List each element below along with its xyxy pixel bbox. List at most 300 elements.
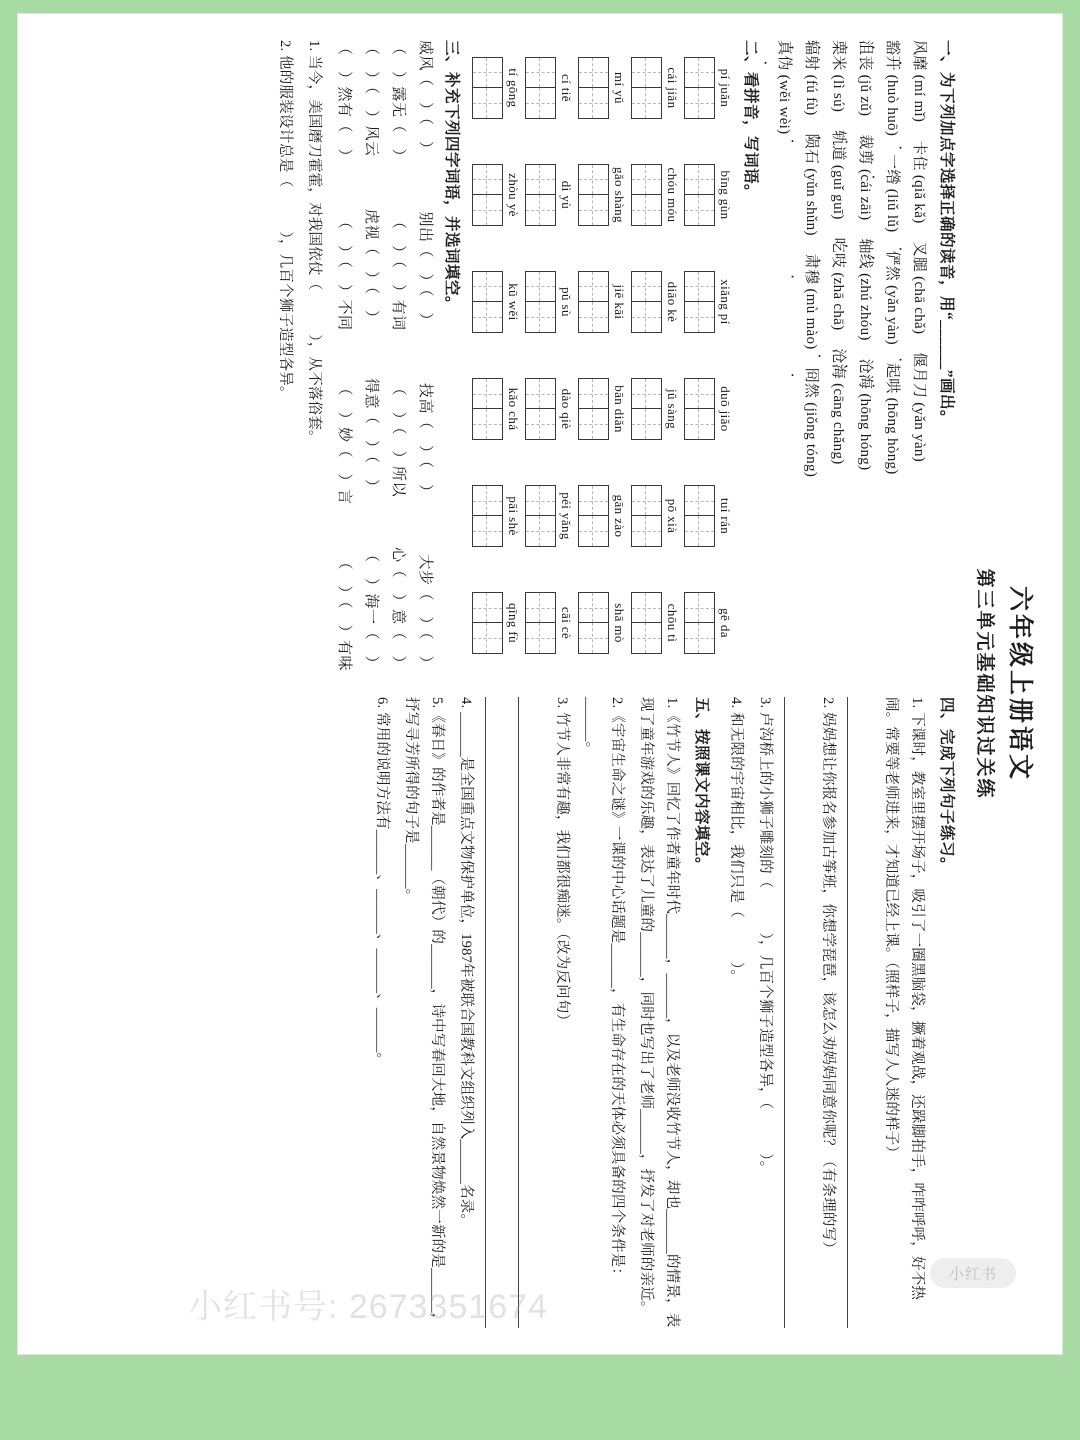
tianzige-boxes[interactable] [578,468,609,564]
pinyin-word-group [684,40,733,136]
tianzige-boxes[interactable] [578,361,609,457]
tianzige-cell[interactable] [472,623,503,654]
idiom-blank-item[interactable]: 技高（ ）（ ） [417,382,433,500]
pinyin-word-group [472,575,521,671]
tianzige-cell[interactable] [525,164,556,195]
tianzige-cell[interactable] [472,195,503,226]
tianzige-boxes[interactable] [472,575,503,671]
tianzige-cell[interactable] [525,195,556,226]
tianzige-cell[interactable] [631,378,662,409]
idiom-blank-item[interactable]: 心（ ）意（ ） [390,546,406,671]
idiom-blank-item[interactable]: （ ）（ ）有味 [336,554,352,671]
tianzige-cell[interactable] [631,592,662,623]
tianzige-boxes[interactable] [525,575,556,671]
tianzige-cell[interactable] [525,378,556,409]
tianzige-cell[interactable] [631,623,662,654]
page-subtitle: 第三单元基础知识过关练 [974,568,995,800]
two-column-layout [36,40,965,1328]
pinyin-word-group [578,575,627,671]
pinyin-label: bān diǎn [612,385,627,433]
char: 海 [857,373,873,390]
tianzige-boxes[interactable] [578,575,609,671]
tianzige-cell[interactable] [684,378,715,409]
pinyin-options[interactable]: (mí mǐ) [911,70,927,123]
pinyin-options[interactable]: (guǐ guī) [830,160,846,220]
tianzige-cell[interactable] [631,271,662,302]
pinyin-options[interactable]: (lì sú) [830,70,846,113]
tianzige-boxes[interactable] [525,40,556,136]
tianzige-cell[interactable] [525,516,556,547]
tianzige-cell[interactable] [684,88,715,119]
pinyin-word-group [578,40,627,136]
tianzige-boxes[interactable] [684,361,715,457]
pronunciation-item[interactable] [776,40,792,134]
tianzige-cell[interactable] [631,302,662,333]
dot-marked-char: 俨 [884,250,900,266]
pinyin-options[interactable]: (zhú zhóu) [857,269,873,341]
tianzige-cell[interactable] [578,623,609,654]
tianzige-cell[interactable] [684,164,715,195]
tianzige-boxes[interactable] [631,468,662,564]
pinyin-label: jiē kāi [612,284,627,320]
pinyin-word-group [631,575,680,671]
rotated-page-content [18,14,1062,1354]
tianzige-boxes[interactable] [472,147,503,243]
pronunciation-item[interactable] [911,40,927,122]
tianzige-cell[interactable] [578,271,609,302]
pinyin-word-group [525,468,574,564]
idiom-row [330,40,357,671]
dot-marked-char: 沧 [830,348,846,364]
pinyin-word-group [525,361,574,457]
pinyin-word-group [578,468,627,564]
dot-marked-char: 吱 [830,252,846,269]
pinyin-options[interactable]: (cāng chǎng) [830,379,846,465]
pronunciation-item[interactable] [884,250,900,344]
tianzige-boxes[interactable] [684,254,715,350]
char: 射 [803,55,819,71]
tianzige-cell[interactable] [472,302,503,333]
tianzige-cell[interactable] [631,164,662,195]
tianzige-cell[interactable] [578,378,609,409]
recall-exercise-item[interactable]: 6. 常用的说明方法有______、______、______、______。 [374,697,390,1068]
tianzige-cell[interactable] [631,195,662,226]
document-body [36,40,1040,1328]
section-3-idioms [330,40,438,671]
idiom-blank-item[interactable]: 大步（ ）（ ） [417,554,433,671]
pinyin-label: xiǎng pí [718,279,733,325]
pinyin-word-group [578,361,627,457]
pronunciation-item[interactable] [911,352,927,462]
tianzige-boxes[interactable] [472,254,503,350]
pinyin-options[interactable]: (mù mào) [803,284,819,350]
pinyin-label: tuí rán [718,497,733,535]
recall-exercise-item[interactable]: 1.《竹节人》回忆了作者童年时代______，______，以及老师没收竹节人，却也______的情景，表现了童年游戏的乐趣，表达了儿童的______，同时也写出了老师______，抒发了对老师的亲近。 [638,697,680,1328]
pronunciation-item[interactable] [803,134,819,236]
pinyin-word-group [578,254,627,350]
tianzige-boxes[interactable] [525,254,556,350]
pinyin-label: péi yǎng [559,492,574,540]
pinyin-label: dì yù [559,180,574,210]
tianzige-boxes[interactable] [525,468,556,564]
pinyin-options[interactable]: (yǎn yàn) [911,398,927,462]
tianzige-cell[interactable] [525,485,556,516]
tianzige-cell[interactable] [578,195,609,226]
tianzige-boxes[interactable] [631,147,662,243]
fill-in-item[interactable]: 1. 当今，美国磨刀霍霍，对我国依仗（ ），从不落俗套。 [306,40,322,445]
sentence-exercise-item[interactable]: 1. 下课时，教室里摆开场子，吸引了一圈黑脑袋，撅着观战，还跺脚拍手，咋咋呼呼，好不热闹。常要等老师进来，才知道已经上课。（照样子，描写人人迷的样子） [883,697,925,1301]
pinyin-options[interactable]: (huò huō) [884,70,900,137]
tianzige-cell[interactable] [472,409,503,440]
tianzige-cell[interactable] [578,485,609,516]
pronunciation-item[interactable] [830,40,846,112]
char: 然 [884,265,900,282]
idiom-blank-item[interactable]: （ ）海一（ ） [363,546,379,671]
dot-marked-char: 裁 [857,134,873,150]
tianzige-cell[interactable] [684,485,715,516]
pinyin-word-group [472,147,521,243]
pronunciation-item-row [771,40,796,671]
pinyin-label: gǎo shàng [612,166,627,223]
char: 丧 [857,55,873,71]
idiom-blank-item[interactable]: （ ）（ ）有词 [390,213,406,331]
idiom-blank-item[interactable]: 虎视（ ）（ ） [363,208,379,326]
pinyin-word-row [472,40,521,671]
pronunciation-item[interactable] [857,40,873,116]
idiom-row [384,40,411,671]
dot-marked-char: 沧 [857,358,873,374]
tianzige-cell[interactable] [631,88,662,119]
pronunciation-item-row [906,40,931,671]
pinyin-label: pō xià [665,498,680,534]
pronunciation-item[interactable] [803,40,819,116]
dot-marked-char: 穆 [803,269,819,285]
idiom-blank-item[interactable]: （ ）（ ）所以 [390,380,406,497]
char: 住 [911,155,927,171]
idiom-blank-item[interactable]: （ ）（ ）不同 [336,213,352,331]
dot-marked-char: 偃 [911,352,927,368]
tianzige-cell[interactable] [472,516,503,547]
tianzige-boxes[interactable] [525,361,556,457]
tianzige-cell[interactable] [684,516,715,547]
pinyin-word-group [631,361,680,457]
pinyin-label: kǎo chá [506,387,521,431]
pinyin-label: mí yǔ [612,71,627,104]
worksheet-paper [18,14,1062,1354]
tianzige-cell[interactable] [631,57,662,88]
pinyin-options[interactable]: (chā chǎ) [911,272,927,335]
pinyin-word-group [631,147,680,243]
idiom-blank-item[interactable]: （ ）妙（ ）言 [336,380,352,505]
tianzige-cell[interactable] [684,302,715,333]
pronunciation-item-row [879,40,904,671]
pinyin-label: chōu tì [665,603,680,643]
tianzige-boxes[interactable] [684,468,715,564]
pronunciation-item[interactable] [803,368,819,478]
dot-marked-char: 豁 [884,40,900,56]
pronunciation-item[interactable] [830,238,846,331]
tianzige-cell[interactable] [578,57,609,88]
char: 真 [776,40,792,56]
tianzige-boxes[interactable] [631,575,662,671]
pinyin-label: qīng fù [506,603,521,644]
pinyin-options[interactable]: (fú fù) [803,70,819,116]
tianzige-cell[interactable] [684,409,715,440]
char: 肃 [803,253,819,270]
tianzige-cell[interactable] [525,57,556,88]
dot-marked-char: 冏 [803,367,819,383]
tianzige-boxes[interactable] [578,254,609,350]
pinyin-options[interactable]: (jǔ zǔ) [857,70,873,117]
answer-line[interactable] [847,697,874,1328]
pinyin-word-group [631,468,680,564]
pinyin-label: cāi cè [559,606,574,640]
watermark-text: 小红书号: 2673351674 [188,1288,548,1326]
pinyin-word-group [472,254,521,350]
dot-marked-char: 伪 [776,55,792,71]
tianzige-cell[interactable] [578,409,609,440]
tianzige-cell[interactable] [472,485,503,516]
recall-exercise-item[interactable]: 4. ______是全国重点文物保护单位，1987年被联合国教科文组织列入______名录。 [458,697,474,1229]
recall-exercise-item[interactable]: 3. 竹节人非常有趣，我们都很痴迷。（改为反问句） [554,697,570,1029]
tianzige-cell[interactable] [684,271,715,302]
pinyin-label: jǔ sàng [665,389,680,429]
pronunciation-item[interactable] [884,40,900,136]
answer-line[interactable] [518,697,545,1328]
tianzige-cell[interactable] [631,516,662,547]
tianzige-boxes[interactable] [684,40,715,136]
pinyin-label: bīng gùn [718,170,733,220]
pinyin-word-group [684,254,733,350]
pinyin-word-row [684,40,733,671]
tianzige-cell[interactable] [684,195,715,226]
pinyin-options[interactable]: (hōng hòng) [884,393,900,475]
section-3-fill-items [269,40,330,671]
tianzige-cell[interactable] [631,409,662,440]
pinyin-label: cái jiǎn [665,67,680,109]
idiom-blank-item[interactable]: 威风（ ）（ ） [417,40,433,157]
pinyin-label: shā mò [612,603,627,643]
pinyin-label: duō jiǎo [718,386,733,432]
tianzige-cell[interactable] [525,302,556,333]
pinyin-word-group [472,361,521,457]
dot-marked-char: 靡 [911,55,927,71]
char: 海 [830,363,846,380]
pronunciation-item[interactable] [884,363,900,475]
pinyin-word-group [525,254,574,350]
char: 刀 [911,382,927,399]
tianzige-cell[interactable] [472,271,503,302]
pronunciation-item-row [852,40,877,671]
answer-line[interactable] [784,697,811,1328]
dot-marked-char: 沮 [857,40,873,56]
dot-marked-char: 哄 [884,378,900,394]
tianzige-boxes[interactable] [472,361,503,457]
char: 吃 [830,237,846,253]
pinyin-label: pí juǎn [718,68,733,108]
tianzige-cell[interactable] [472,592,503,623]
pinyin-label: pāi shè [506,496,521,536]
section-2-pinyin-grid [470,40,737,671]
idiom-blank-item[interactable]: 别出（ ）（ ） [417,211,433,328]
pinyin-word-group [684,468,733,564]
idiom-blank-item[interactable]: 得意（ ）（ ） [363,377,379,495]
tianzige-boxes[interactable] [472,40,503,136]
sentence-exercise-item[interactable]: 2. 妈妈想让你报名参加古筝班，你想学琵琶，该怎么劝妈妈同意你呢？（有条理的写） [820,697,836,1256]
tianzige-boxes[interactable] [684,147,715,243]
char: 石 [803,148,819,165]
tianzige-boxes[interactable] [631,40,662,136]
pinyin-word-row [631,40,680,671]
tianzige-cell[interactable] [578,592,609,623]
answer-line[interactable] [485,697,512,1328]
pronunciation-item[interactable] [857,238,873,340]
tianzige-cell[interactable] [525,88,556,119]
dot-marked-char: 叉 [911,241,927,257]
pinyin-options[interactable]: (liǔ lǔ) [884,184,900,233]
pronunciation-item[interactable] [884,154,900,232]
pinyin-label: cí tiě [559,73,574,102]
pronunciation-item-row [825,40,850,671]
column-right [36,697,965,1328]
tianzige-boxes[interactable] [631,254,662,350]
pinyin-label: zhòu yè [506,173,521,217]
tianzige-boxes[interactable] [472,468,503,564]
column-left [36,40,965,671]
dot-marked-char: 绺 [884,169,900,185]
pinyin-label: gān zào [612,494,627,538]
tianzige-cell[interactable] [525,271,556,302]
section-5-items [366,697,688,1328]
tianzige-boxes[interactable] [525,147,556,243]
pinyin-options[interactable]: (wěi wèi) [776,70,792,135]
idiom-row [411,40,438,671]
char: 风 [911,40,927,56]
pinyin-options[interactable]: (cái zāi) [857,164,873,221]
tianzige-cell[interactable] [472,164,503,195]
tianzige-cell[interactable] [578,88,609,119]
pinyin-word-group [525,40,574,136]
pinyin-label: tí gōng [506,68,521,108]
dot-marked-char: 轴 [857,238,873,254]
tianzige-cell[interactable] [472,378,503,409]
sentence-exercise-item[interactable]: 3. 卢沟桥上的小狮子雕刻的（ ），几百个狮子造型各异，（ ）。 [757,697,773,1176]
tianzige-boxes[interactable] [684,575,715,671]
pinyin-word-row [525,40,574,671]
section-1-items [769,40,933,671]
pinyin-word-group [631,254,680,350]
pinyin-word-group [684,575,733,671]
pinyin-label: diāo kè [665,281,680,323]
section-4-heading: 四、完成下列句子练习。 [938,697,955,874]
char: 然 [803,382,819,399]
char: 一 [884,154,900,170]
pinyin-label: dào qiè [559,388,574,430]
pinyin-word-group [525,147,574,243]
watermark-badge: 小红书 [930,1258,1016,1288]
pronunciation-item[interactable] [911,242,927,335]
tianzige-cell[interactable] [578,302,609,333]
pinyin-label: pǔ sù [559,287,574,317]
idiom-blank-item[interactable]: （ ）然有（ ） [336,40,352,165]
tianzige-cell[interactable] [472,88,503,119]
page-title: 六年级上册语文 [1006,585,1034,782]
dot-marked-char: 栗 [830,40,846,56]
recall-exercise-item[interactable]: 2.《宇宙生命之谜》一课的中心话题是______，有生命存在的天体必须具备的四个条件是：______。 [583,697,625,1283]
pinyin-options[interactable]: (yǔn shǔn) [803,164,819,236]
tianzige-cell[interactable] [684,623,715,654]
pinyin-options[interactable]: (yǎn yàn) [884,281,900,345]
pinyin-word-group [631,40,680,136]
dot-marked-char: 陨 [803,133,819,149]
recall-exercise-item[interactable]: 5.《春日》的作者是______（朝代）的______，诗中写春回大地，自然景物焕然一新的是______，抒写寻芳所得的句子是______。 [403,697,445,1328]
tianzige-boxes[interactable] [578,40,609,136]
section-2-heading: 二、看拼音，写词语。 [742,40,759,201]
tianzige-cell[interactable] [525,623,556,654]
pinyin-options[interactable]: (hōng hóng) [857,389,873,471]
pinyin-options[interactable]: (zhā chā) [830,268,846,331]
tianzige-cell[interactable] [525,409,556,440]
char: 腿 [911,256,927,273]
dot-marked-char: 卡 [911,140,927,156]
section-1-heading: 一、为下列加点字选择正确的读音，用“______”画出。 [938,40,955,427]
pronunciation-item[interactable] [911,140,927,223]
tianzige-cell[interactable] [684,57,715,88]
tianzige-boxes[interactable] [578,147,609,243]
sentence-exercise-item[interactable]: 4. 和无限的宇宙相比，我们只是（ ）。 [728,697,744,985]
pinyin-word-group [472,468,521,564]
fill-in-item[interactable]: 2. 他的服装设计总是（ ），几百个狮子造型各异。 [277,40,293,401]
pinyin-word-row [578,40,627,671]
section-5-heading: 五、按照课文内容填空。 [693,697,710,874]
idiom-blank-item[interactable]: （ ）（ ）风云 [363,40,379,157]
pinyin-word-group [525,575,574,671]
tianzige-cell[interactable] [472,57,503,88]
pinyin-word-group [684,361,733,457]
pinyin-word-group [578,147,627,243]
tianzige-cell[interactable] [578,516,609,547]
pronunciation-item[interactable] [830,130,846,219]
char: 线 [857,253,873,270]
tianzige-cell[interactable] [631,485,662,516]
dot-marked-char: 辐 [803,40,819,56]
dot-marked-char: 轨 [830,130,846,146]
pinyin-word-group [684,147,733,243]
tianzige-cell[interactable] [578,164,609,195]
section-3-heading: 三、补充下列四字词语，并选词填空。 [443,40,460,313]
char: 月 [911,367,927,383]
tianzige-cell[interactable] [525,592,556,623]
section-4-items [720,697,933,1328]
pinyin-options[interactable]: (qiǎ kǎ) [911,170,927,224]
char: 开 [884,55,900,71]
idiom-row [357,40,384,671]
pinyin-options[interactable]: (jiǒng tóng) [803,398,819,478]
pinyin-label: gē da [718,608,733,638]
tianzige-boxes[interactable] [631,361,662,457]
char: 剪 [857,149,873,165]
idiom-blank-item[interactable]: （ ）露无（ ） [390,40,406,165]
char: 米 [830,55,846,71]
pronunciation-item[interactable] [857,359,873,471]
pronunciation-item[interactable] [803,254,819,350]
tianzige-cell[interactable] [684,592,715,623]
char: 道 [830,145,846,161]
char: 起 [884,362,900,379]
pinyin-label: chóu móu [665,167,680,223]
pinyin-label: kū wěi [506,283,521,321]
pinyin-word-group [472,40,521,136]
